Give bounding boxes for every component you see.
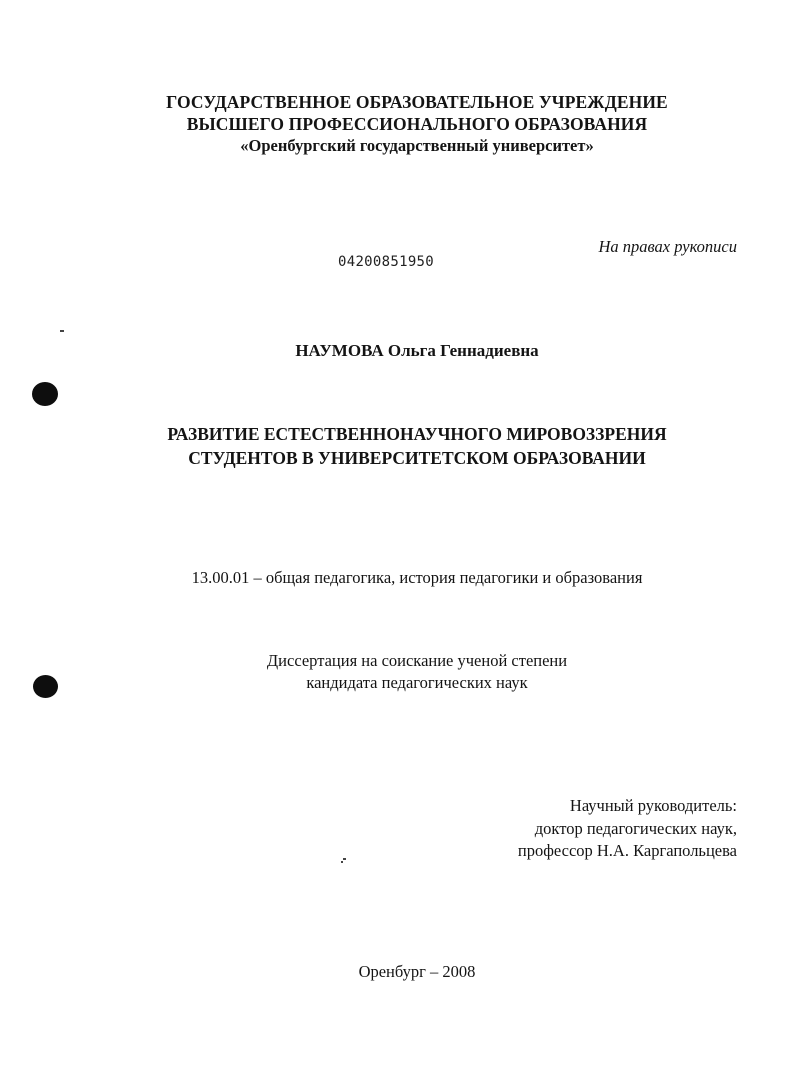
specialty: 13.00.01 – общая педагогика, история педагогики и образования <box>191 568 643 587</box>
manuscript-note: На правах рукописи <box>598 237 737 256</box>
title-line-1: РАЗВИТИЕ ЕСТЕСТВЕННОНАУЧНОГО МИРОВОЗЗРЕНИЯ <box>167 424 667 444</box>
supervisor-block <box>518 795 737 863</box>
scan-speck <box>343 858 346 860</box>
institution-line-2: ВЫСШЕГО ПРОФЕССИОНАЛЬНОГО ОБРАЗОВАНИЯ <box>186 114 648 134</box>
inventory-number: 04200851950 <box>338 254 435 270</box>
supervisor-label: Научный руководитель: <box>569 796 737 815</box>
punch-hole-icon <box>33 675 58 698</box>
supervisor-degree: доктор педагогических наук, <box>534 818 737 838</box>
scan-speck <box>341 861 343 863</box>
degree-block <box>0 650 792 694</box>
degree-line-2: кандидата педагогических наук <box>306 673 528 692</box>
dissertation-title <box>0 422 792 470</box>
city-year: Оренбург – 2008 <box>358 962 476 981</box>
institution-line-1: ГОСУДАРСТВЕННОЕ ОБРАЗОВАТЕЛЬНОЕ УЧРЕЖДЕНИЕ <box>166 92 668 112</box>
degree-line-1: Диссертация на соискание ученой степени <box>266 651 568 670</box>
author-name: НАУМОВА Ольга Геннадиевна <box>295 341 539 360</box>
title-line-2: СТУДЕНТОВ В УНИВЕРСИТЕТСКОМ ОБРАЗОВАНИИ <box>188 448 646 468</box>
institution-header <box>0 92 792 156</box>
punch-hole-icon <box>32 382 58 406</box>
scan-speck <box>60 330 64 332</box>
supervisor-name: профессор Н.А. Каргапольцева <box>517 841 737 860</box>
university-name: «Оренбургский государственный университет» <box>240 136 594 155</box>
